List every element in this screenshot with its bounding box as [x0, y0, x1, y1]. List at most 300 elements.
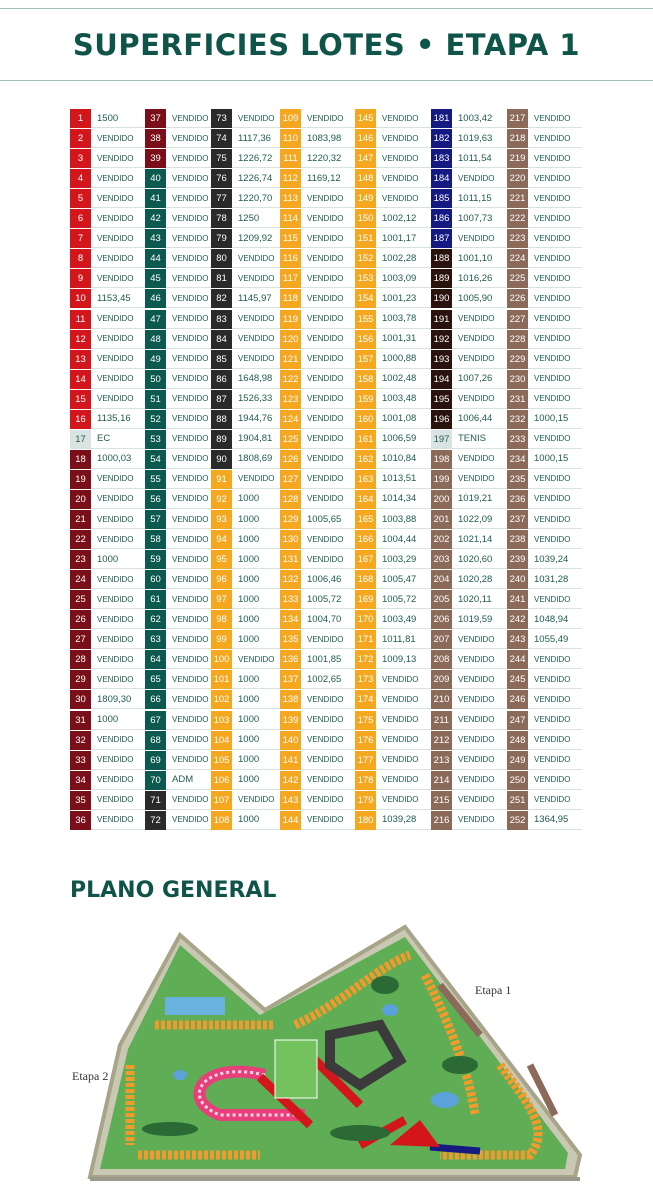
blue-lots: [165, 997, 225, 1015]
lot-number: 183: [431, 149, 452, 168]
lot-number: 101: [211, 670, 232, 689]
lot-row: [145, 791, 211, 810]
lot-surface: VENDIDO: [91, 490, 145, 509]
lot-number: 145: [355, 109, 376, 128]
lot-row: [431, 670, 506, 689]
lot-number: 105: [211, 751, 232, 770]
lot-number: 171: [355, 630, 376, 649]
lot-surface: VENDIDO: [376, 169, 431, 188]
lot-surface: 1000: [232, 731, 280, 750]
lot-row: [145, 169, 211, 188]
lot-number: 75: [211, 149, 232, 168]
lot-surface: VENDIDO: [528, 109, 582, 128]
lot-surface: VENDIDO: [91, 189, 145, 208]
lot-number: 250: [507, 771, 528, 790]
lot-row: [211, 310, 280, 329]
lot-row: [211, 630, 280, 649]
lot-number: 138: [280, 690, 301, 709]
lot-surface: VENDIDO: [301, 771, 355, 790]
lot-surface: VENDIDO: [91, 811, 145, 830]
lot-surface: VENDIDO: [376, 690, 431, 709]
lot-row: [355, 630, 431, 649]
lot-row: [431, 510, 506, 529]
lot-surface: 1003,49: [376, 610, 431, 629]
lot-number: 43: [145, 229, 166, 248]
fairway-3: [442, 1056, 478, 1074]
lot-number: 109: [280, 109, 301, 128]
lot-row: [280, 550, 355, 569]
lot-number: 148: [355, 169, 376, 188]
lot-number: 203: [431, 550, 452, 569]
lot-surface: 1000: [232, 590, 280, 609]
lot-surface: 1004,44: [376, 530, 431, 549]
lot-surface: VENDIDO: [91, 610, 145, 629]
lot-number: 163: [355, 470, 376, 489]
lot-number: 73: [211, 109, 232, 128]
lot-surface: VENDIDO: [166, 530, 211, 549]
lot-number: 35: [70, 791, 91, 810]
lot-number: 95: [211, 550, 232, 569]
lot-row: [355, 410, 431, 429]
lot-surface: 1000: [232, 690, 280, 709]
lot-surface: TENIS: [452, 430, 506, 449]
lot-number: 129: [280, 510, 301, 529]
lot-row: [145, 390, 211, 409]
lot-surface: VENDIDO: [376, 129, 431, 148]
lot-number: 52: [145, 410, 166, 429]
lot-number: 72: [145, 811, 166, 830]
lot-surface: VENDIDO: [301, 470, 355, 489]
lot-number: 167: [355, 550, 376, 569]
lot-surface: 1000: [91, 711, 145, 730]
lot-number: 87: [211, 390, 232, 409]
lot-surface: VENDIDO: [166, 229, 211, 248]
lot-surface: VENDIDO: [166, 791, 211, 810]
lot-surface: VENDIDO: [528, 129, 582, 148]
lot-surface: VENDIDO: [301, 249, 355, 268]
lot-surface: VENDIDO: [528, 690, 582, 709]
lot-surface: VENDIDO: [452, 390, 506, 409]
lot-surface: 1055,49: [528, 630, 582, 649]
lot-surface: VENDIDO: [91, 771, 145, 790]
lot-row: [280, 490, 355, 509]
lot-number: 70: [145, 771, 166, 790]
lot-row: [431, 269, 506, 288]
lot-number: 139: [280, 711, 301, 730]
lot-surface: VENDIDO: [452, 310, 506, 329]
lot-surface: VENDIDO: [301, 490, 355, 509]
lot-surface: 1001,17: [376, 229, 431, 248]
lot-surface: 1003,78: [376, 310, 431, 329]
lot-row: [355, 370, 431, 389]
lot-number: 181: [431, 109, 452, 128]
lot-number: 17: [70, 430, 91, 449]
lot-surface: 1019,59: [452, 610, 506, 629]
lot-row: [280, 310, 355, 329]
lot-surface: VENDIDO: [452, 771, 506, 790]
lot-row: [280, 269, 355, 288]
lot-number: 251: [507, 791, 528, 810]
lot-row: [431, 289, 506, 308]
lot-row: [507, 129, 582, 148]
lot-number: 39: [145, 149, 166, 168]
lot-surface: 1011,81: [376, 630, 431, 649]
lot-row: [70, 169, 145, 188]
lot-surface: VENDIDO: [91, 670, 145, 689]
lot-surface: 1007,26: [452, 370, 506, 389]
lot-row: [507, 430, 582, 449]
lot-number: 115: [280, 229, 301, 248]
lot-row: [280, 229, 355, 248]
lot-number: 125: [280, 430, 301, 449]
lot-row: [211, 350, 280, 369]
lot-row: [355, 229, 431, 248]
lot-row: [280, 610, 355, 629]
lot-row: [280, 530, 355, 549]
lot-number: 61: [145, 590, 166, 609]
lot-row: [280, 771, 355, 790]
lot-surface: 1003,48: [376, 390, 431, 409]
lot-number: 246: [507, 690, 528, 709]
lot-number: 91: [211, 470, 232, 489]
lot-number: 189: [431, 269, 452, 288]
lot-row: [145, 189, 211, 208]
lot-surface: 1003,88: [376, 510, 431, 529]
lot-surface: 1014,34: [376, 490, 431, 509]
lot-number: 12: [70, 330, 91, 349]
lot-row: [355, 550, 431, 569]
lot-surface: 1904,81: [232, 430, 280, 449]
lot-surface: VENDIDO: [301, 630, 355, 649]
lot-number: 29: [70, 670, 91, 689]
lot-number: 151: [355, 229, 376, 248]
lot-surface: VENDIDO: [91, 149, 145, 168]
lot-row: [145, 109, 211, 128]
lot-number: 93: [211, 510, 232, 529]
lot-surface: VENDIDO: [166, 470, 211, 489]
lot-surface: VENDIDO: [301, 430, 355, 449]
lot-row: [211, 410, 280, 429]
lot-number: 21: [70, 510, 91, 529]
lot-row: [507, 470, 582, 489]
lot-number: 231: [507, 390, 528, 409]
lot-row: [70, 711, 145, 730]
lot-row: [145, 751, 211, 770]
lot-row: [355, 711, 431, 730]
lot-surface: VENDIDO: [166, 169, 211, 188]
lot-surface: VENDIDO: [528, 249, 582, 268]
lot-row: [70, 149, 145, 168]
lot-row: [431, 530, 506, 549]
lot-surface: 1021,14: [452, 530, 506, 549]
lot-row: [145, 310, 211, 329]
lot-number: 55: [145, 470, 166, 489]
lot-number: 243: [507, 630, 528, 649]
lot-number: 44: [145, 249, 166, 268]
lot-row: [355, 450, 431, 469]
lot-number: 121: [280, 350, 301, 369]
lot-number: 240: [507, 570, 528, 589]
lot-surface: 1011,15: [452, 189, 506, 208]
lot-surface: VENDIDO: [166, 330, 211, 349]
lot-row: [145, 731, 211, 750]
lot-number: 6: [70, 209, 91, 228]
lot-row: [145, 229, 211, 248]
lot-number: 28: [70, 650, 91, 669]
lot-number: 220: [507, 169, 528, 188]
lot-number: 15: [70, 390, 91, 409]
lot-number: 56: [145, 490, 166, 509]
lot-number: 119: [280, 310, 301, 329]
lot-surface: VENDIDO: [452, 690, 506, 709]
lot-surface: 1000: [91, 550, 145, 569]
lot-number: 11: [70, 310, 91, 329]
lot-number: 178: [355, 771, 376, 790]
lot-number: 177: [355, 751, 376, 770]
lot-number: 226: [507, 289, 528, 308]
lot-row: [280, 410, 355, 429]
lot-number: 165: [355, 510, 376, 529]
lot-surface: VENDIDO: [91, 590, 145, 609]
lot-number: 216: [431, 811, 452, 830]
lot-surface: 1007,73: [452, 209, 506, 228]
lot-number: 252: [507, 811, 528, 830]
lot-row: [70, 269, 145, 288]
lot-number: 116: [280, 249, 301, 268]
site-plan-map: [60, 915, 593, 1185]
lot-surface: VENDIDO: [528, 310, 582, 329]
lot-surface: VENDIDO: [452, 330, 506, 349]
lot-surface: 1000: [232, 550, 280, 569]
lot-number: 42: [145, 209, 166, 228]
lot-row: [355, 610, 431, 629]
lot-number: 153: [355, 269, 376, 288]
lot-row: [280, 650, 355, 669]
lot-surface: 1000: [232, 771, 280, 790]
lot-surface: 1039,24: [528, 550, 582, 569]
lot-row: [211, 450, 280, 469]
lot-surface: VENDIDO: [301, 350, 355, 369]
lot-row: [211, 610, 280, 629]
lot-surface: VENDIDO: [166, 610, 211, 629]
lot-row: [145, 430, 211, 449]
lot-row: [507, 229, 582, 248]
lot-surface: VENDIDO: [528, 370, 582, 389]
lot-row: [431, 630, 506, 649]
lot-number: 10: [70, 289, 91, 308]
lot-row: [280, 169, 355, 188]
lot-surface: 1001,85: [301, 650, 355, 669]
lot-number: 242: [507, 610, 528, 629]
lot-surface: VENDIDO: [301, 751, 355, 770]
lot-row: [431, 711, 506, 730]
lot-row: [431, 550, 506, 569]
lot-number: 218: [507, 129, 528, 148]
lot-row: [355, 189, 431, 208]
lot-surface: VENDIDO: [91, 390, 145, 409]
lot-number: 237: [507, 510, 528, 529]
lot-number: 64: [145, 650, 166, 669]
lot-surface: VENDIDO: [528, 269, 582, 288]
lot-surface: VENDIDO: [166, 410, 211, 429]
lot-number: 45: [145, 269, 166, 288]
lot-row: [507, 610, 582, 629]
lot-number: 173: [355, 670, 376, 689]
lot-row: [507, 350, 582, 369]
lot-row: [507, 390, 582, 409]
lot-row: [70, 811, 145, 830]
lot-surface: 1003,42: [452, 109, 506, 128]
lot-number: 123: [280, 390, 301, 409]
lot-number: 1: [70, 109, 91, 128]
lot-surface: VENDIDO: [166, 269, 211, 288]
lot-row: [507, 590, 582, 609]
lot-number: 170: [355, 610, 376, 629]
lot-number: 113: [280, 189, 301, 208]
lot-row: [355, 771, 431, 790]
lot-surface: VENDIDO: [91, 530, 145, 549]
lot-row: [145, 570, 211, 589]
lot-number: 13: [70, 350, 91, 369]
lot-row: [507, 450, 582, 469]
lot-number: 132: [280, 570, 301, 589]
lot-row: [145, 149, 211, 168]
lot-row: [70, 289, 145, 308]
lot-row: [70, 670, 145, 689]
lot-surface: 1031,28: [528, 570, 582, 589]
lot-surface: VENDIDO: [232, 249, 280, 268]
lot-surface: VENDIDO: [528, 390, 582, 409]
lot-row: [355, 690, 431, 709]
lot-number: 219: [507, 149, 528, 168]
lot-number: 62: [145, 610, 166, 629]
lot-surface: VENDIDO: [301, 310, 355, 329]
lot-number: 97: [211, 590, 232, 609]
lot-number: 202: [431, 530, 452, 549]
lot-row: [431, 690, 506, 709]
lot-row: [70, 690, 145, 709]
lot-surface: 1000: [232, 630, 280, 649]
lot-row: [211, 771, 280, 790]
lot-surface: 1220,70: [232, 189, 280, 208]
lot-number: 36: [70, 811, 91, 830]
lot-row: [355, 490, 431, 509]
lot-number: 214: [431, 771, 452, 790]
lot-number: 235: [507, 470, 528, 489]
lot-surface: 1209,92: [232, 229, 280, 248]
lot-surface: VENDIDO: [301, 731, 355, 750]
lot-number: 133: [280, 590, 301, 609]
lot-row: [145, 129, 211, 148]
lot-row: [145, 410, 211, 429]
lot-number: 68: [145, 731, 166, 750]
lake-1: [382, 1004, 398, 1016]
lot-number: 41: [145, 189, 166, 208]
lot-surface: VENDIDO: [528, 771, 582, 790]
lot-row: [211, 330, 280, 349]
lot-number: 193: [431, 350, 452, 369]
lot-surface: VENDIDO: [166, 550, 211, 569]
lot-surface: 1022,09: [452, 510, 506, 529]
lot-number: 27: [70, 630, 91, 649]
lot-row: [431, 450, 506, 469]
lot-surface: VENDIDO: [452, 450, 506, 469]
lot-surface: 1500: [91, 109, 145, 128]
lot-number: 82: [211, 289, 232, 308]
lot-surface: VENDIDO: [91, 510, 145, 529]
lot-number: 59: [145, 550, 166, 569]
lot-number: 200: [431, 490, 452, 509]
fairway-2: [142, 1122, 198, 1136]
lot-surface: 1000: [232, 751, 280, 770]
lot-surface: VENDIDO: [166, 350, 211, 369]
lot-row: [145, 209, 211, 228]
lot-row: [211, 149, 280, 168]
lot-row: [355, 289, 431, 308]
lot-number: 206: [431, 610, 452, 629]
lot-row: [431, 129, 506, 148]
lot-surface: 1019,21: [452, 490, 506, 509]
lot-number: 229: [507, 350, 528, 369]
lot-number: 154: [355, 289, 376, 308]
lot-row: [70, 450, 145, 469]
lot-number: 248: [507, 731, 528, 750]
lot-number: 99: [211, 630, 232, 649]
lot-surface: VENDIDO: [91, 791, 145, 810]
lot-number: 48: [145, 330, 166, 349]
lot-row: [507, 310, 582, 329]
lot-surface: 1003,29: [376, 550, 431, 569]
lot-row: [280, 350, 355, 369]
lot-surface: 1002,12: [376, 209, 431, 228]
lot-number: 131: [280, 550, 301, 569]
lot-number: 4: [70, 169, 91, 188]
lot-surface: VENDIDO: [232, 350, 280, 369]
lot-surface: VENDIDO: [452, 751, 506, 770]
lot-surface: VENDIDO: [528, 470, 582, 489]
lot-surface: VENDIDO: [376, 149, 431, 168]
lot-row: [431, 209, 506, 228]
lot-surface: VENDIDO: [232, 310, 280, 329]
lot-row: [211, 189, 280, 208]
lot-number: 191: [431, 310, 452, 329]
lot-number: 190: [431, 289, 452, 308]
lot-number: 122: [280, 370, 301, 389]
lot-number: 198: [431, 450, 452, 469]
lot-row: [145, 650, 211, 669]
lot-surface: VENDIDO: [166, 690, 211, 709]
lot-number: 76: [211, 169, 232, 188]
lot-row: [280, 390, 355, 409]
lot-surface: VENDIDO: [301, 229, 355, 248]
lot-row: [211, 229, 280, 248]
lot-surface: 1000,88: [376, 350, 431, 369]
lot-surface: VENDIDO: [452, 711, 506, 730]
lot-row: [431, 470, 506, 489]
lot-row: [507, 249, 582, 268]
lot-surface: VENDIDO: [528, 510, 582, 529]
lot-row: [431, 330, 506, 349]
lot-row: [280, 430, 355, 449]
lot-row: [355, 570, 431, 589]
lot-surface: VENDIDO: [452, 811, 506, 830]
lot-number: 225: [507, 269, 528, 288]
lot-surface: VENDIDO: [301, 209, 355, 228]
lot-number: 20: [70, 490, 91, 509]
lot-row: [355, 209, 431, 228]
lot-number: 146: [355, 129, 376, 148]
lot-surface: 1000,15: [528, 450, 582, 469]
